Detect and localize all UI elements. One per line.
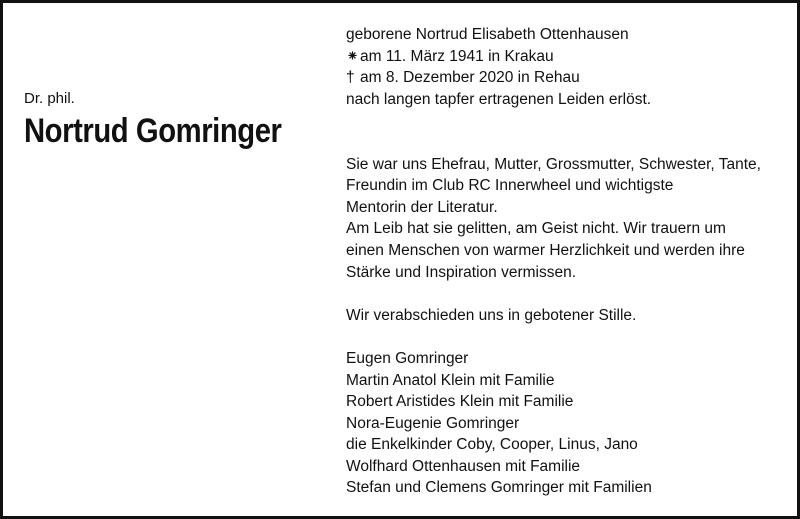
birth-line xyxy=(346,46,786,68)
tribute-line: Sie war uns Ehefrau, Mutter, Grossmutter, Schwester, Tante, xyxy=(346,155,761,173)
mourners-list xyxy=(346,348,786,499)
notice-body xyxy=(346,24,786,499)
mourner-item: Stefan und Clemens Gomringer mit Familien xyxy=(346,479,652,497)
death-text: am 8. Dezember 2020 in Rehau xyxy=(360,69,580,87)
maiden-name-line: geborene Nortrud Elisabeth Ottenhausen xyxy=(346,26,629,43)
spacer xyxy=(346,283,786,305)
tribute-line: Freundin im Club RC Innerwheel und wichtigste xyxy=(346,177,674,195)
tribute-line: Stärke und Inspiration vermissen. xyxy=(346,263,577,281)
death-line xyxy=(346,67,786,89)
deceased-name: Nortrud Gomringer xyxy=(24,112,282,150)
life-dates-block xyxy=(346,24,786,110)
academic-title: Dr. phil. xyxy=(24,90,75,107)
mourner-item: Eugen Gomringer xyxy=(346,349,469,367)
birth-text: am 11. März 1941 in Krakau xyxy=(360,47,554,65)
birth-star-icon: ⁕ xyxy=(346,47,359,65)
closing-line: nach langen tapfer ertragenen Leiden erlöst. xyxy=(346,90,652,108)
tribute-line: Mentorin der Literatur. xyxy=(346,198,498,216)
death-cross-icon: † xyxy=(346,69,355,87)
tribute-line: einen Menschen von warmer Herzlichkeit und werden ihre xyxy=(346,241,745,259)
farewell-line: Wir verabschieden uns in gebotener Stille. xyxy=(346,306,637,324)
spacer xyxy=(346,326,786,348)
tribute-line: Am Leib hat sie gelitten, am Geist nicht. Wir trauern um xyxy=(346,220,726,238)
mourner-item: Robert Aristides Klein mit Familie xyxy=(346,393,574,411)
mourner-item: Nora-Eugenie Gomringer xyxy=(346,414,520,432)
spacer xyxy=(346,132,786,154)
mourner-item: Wolfhard Ottenhausen mit Familie xyxy=(346,457,581,475)
spacer xyxy=(346,110,786,132)
farewell-block xyxy=(346,305,786,327)
mourner-item: die Enkelkinder Coby, Cooper, Linus, Jano xyxy=(346,436,638,454)
tribute-block xyxy=(346,154,786,284)
name-block xyxy=(24,90,323,150)
mourner-item: Martin Anatol Klein mit Familie xyxy=(346,371,555,389)
